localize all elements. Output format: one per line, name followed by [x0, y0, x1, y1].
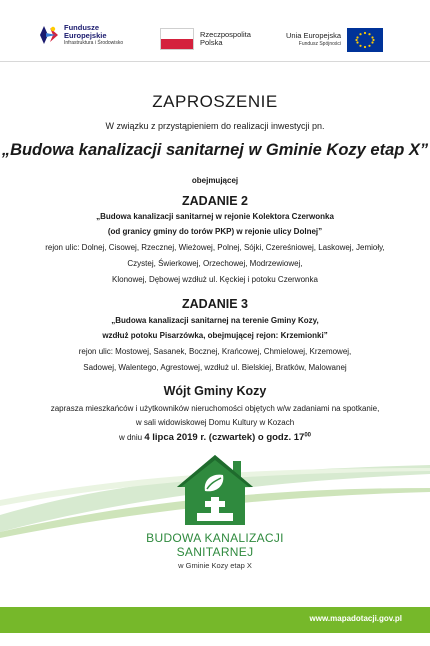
logo-bar: [0, 0, 430, 62]
invitation-subtitle: obejmującej: [191, 176, 239, 185]
invite-date-bold: 4 lipca 2019 r. (czwartek) o godz. 17: [144, 432, 305, 443]
polish-flag-icon: [160, 28, 194, 50]
task3-streets-2: Sadowej, Walentego, Agrestowej, wzdłuż ul. Bielskiej, Bratków, Malowanej: [83, 363, 347, 372]
task2-streets-1: rejon ulic: Dolnej, Cisowej, Rzecznej, Wieżowej, Polnej, Sójki, Czereśniowej, Laskowej, Jemioły,: [45, 243, 385, 252]
emblem-line-1: BUDOWA KANALIZACJI: [146, 531, 284, 545]
invite-heading: Wójt Gminy Kozy: [163, 384, 267, 398]
unia-europejska-logo: [286, 28, 383, 52]
invitation-title: ZAPROSZENIE: [152, 92, 278, 111]
task2-streets-2: Czystej, Świerkowej, Orzechowej, Modrzewiowej,: [127, 259, 303, 268]
task3-name-2: wzdłuż potoku Pisarzówka, obejmującej rejon: Krzemionki”: [102, 331, 328, 340]
fe-star-icon: [40, 24, 60, 46]
task3-heading: ZADANIE 3: [182, 297, 248, 311]
emblem-line-2: SANITARNEJ: [176, 545, 254, 559]
ue-name: Unia Europejska: [286, 30, 342, 40]
fe-sub: Infrastruktura i Środowisko: [64, 40, 124, 46]
eu-flag-icon: [347, 28, 383, 52]
rzeczpospolita-logo: [160, 28, 251, 50]
task3-streets-1: rejon ulic: Mostowej, Sasanek, Bocznej, Krańcowej, Chmielowej, Krzemowej,: [78, 347, 352, 356]
footer-bar: [0, 607, 430, 633]
invite-date-prefix: w dniu: [118, 433, 145, 442]
invite-text-1: zaprasza mieszkańców i użytkowników nieruchomości objętych w/w zadaniami na spotkanie,: [50, 404, 380, 413]
fundusze-europejskie-logo: [40, 24, 123, 46]
invite-text-2: w sali widowiskowej Domu Kultury w Kozach: [135, 418, 295, 427]
ue-name-block: [286, 32, 341, 49]
task2-name-1: „Budowa kanalizacji sanitarnej w rejonie Kolektora Czerwonka: [96, 212, 334, 221]
task2-streets-3: Klonowej, Dębowej wzdłuż ul. Kęckiej i potoku Czerwonka: [112, 275, 318, 284]
project-name: „Budowa kanalizacji sanitarnej w Gminie Kozy etap X”: [1, 141, 429, 159]
task2-name-2: (od granicy gminy do torów PKP) w rejonie ulicy Dolnej”: [107, 227, 323, 236]
task2-heading: ZADANIE 2: [182, 194, 248, 208]
emblem-line-3: w Gminie Kozy etap X: [178, 561, 252, 570]
footer-url[interactable]: www.mapadotacji.gov.pl: [309, 614, 402, 623]
invitation-intro: W związku z przystąpieniem do realizacji inwestycji pn.: [105, 121, 325, 131]
rp-name: Rzeczpospolita Polska: [200, 29, 251, 47]
task3-name-1: „Budowa kanalizacji sanitarnej na terenie Gminy Kozy,: [111, 316, 319, 325]
house-leaf-pipe-icon: [173, 451, 257, 529]
invite-date-sup: 00: [304, 432, 312, 439]
ue-sub: Fundusz Spójności: [298, 41, 342, 47]
fe-name: Fundusze Europejskie: [64, 23, 107, 40]
